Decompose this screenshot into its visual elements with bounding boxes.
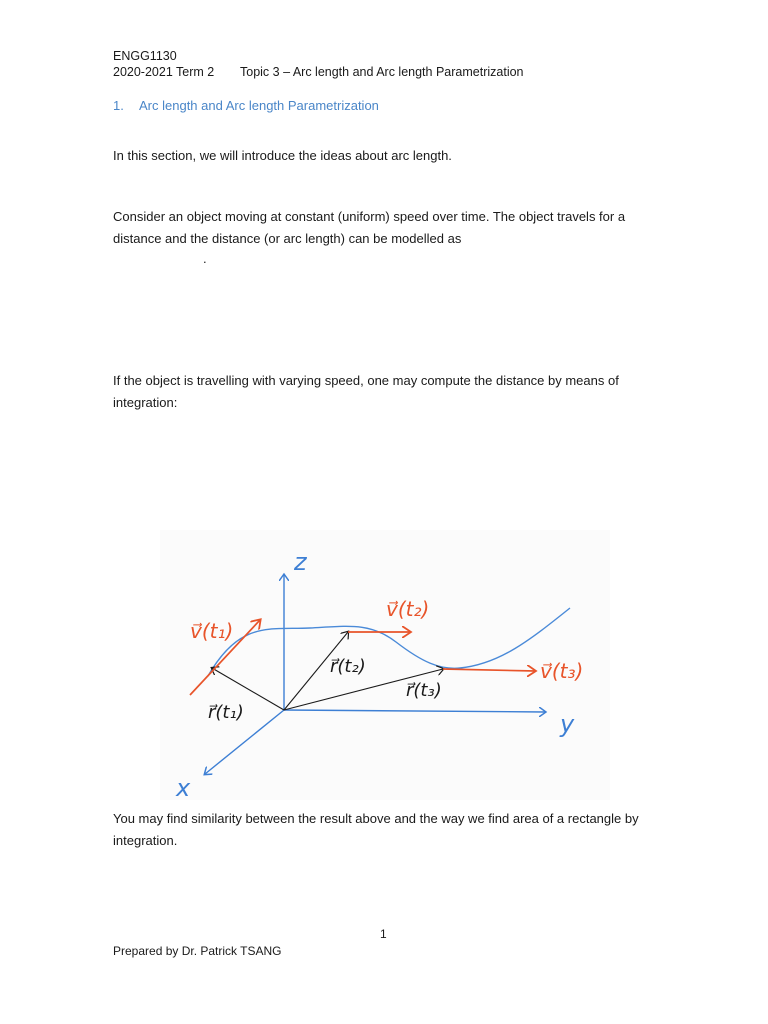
section-title: Arc length and Arc length Parametrization xyxy=(139,98,379,113)
page-number: 1 xyxy=(380,927,387,941)
section-heading xyxy=(113,98,379,113)
velocity-label-3: v⃗(t₃) xyxy=(540,659,584,683)
course-code: ENGG1130 xyxy=(113,49,177,63)
term-label: 2020-2021 Term 2 xyxy=(113,65,215,79)
velocity-label-1: v⃗(t₁) xyxy=(190,619,234,643)
equation-placeholder-dot: . xyxy=(203,251,207,266)
similarity-paragraph: You may find similarity between the result above and the way we find area of a rectangle by integration. xyxy=(113,811,639,848)
section-number: 1. xyxy=(113,98,124,113)
axis-z-label: z xyxy=(294,548,307,576)
topic-title: Topic 3 – Arc length and Arc length Parametrization xyxy=(240,65,524,79)
constant-speed-paragraph: Consider an object moving at constant (uniform) speed over time. The object travels for a distance and the distance (or arc length) can be modelled as xyxy=(113,209,626,246)
arc-length-figure xyxy=(160,530,610,800)
position-label-3: r⃗(t₃) xyxy=(406,680,442,701)
position-label-1: r⃗(t₁) xyxy=(208,702,244,723)
footer-author: Prepared by Dr. Patrick TSANG xyxy=(113,944,282,958)
velocity-label-2: v⃗(t₂) xyxy=(386,597,430,621)
axis-x-label: x xyxy=(176,774,191,800)
varying-speed-paragraph: If the object is travelling with varying speed, one may compute the distance by means of integration: xyxy=(113,373,619,410)
position-label-2: r⃗(t₂) xyxy=(330,656,366,677)
axis-y-label: y xyxy=(560,710,575,738)
intro-paragraph: In this section, we will introduce the ideas about arc length. xyxy=(113,148,452,163)
